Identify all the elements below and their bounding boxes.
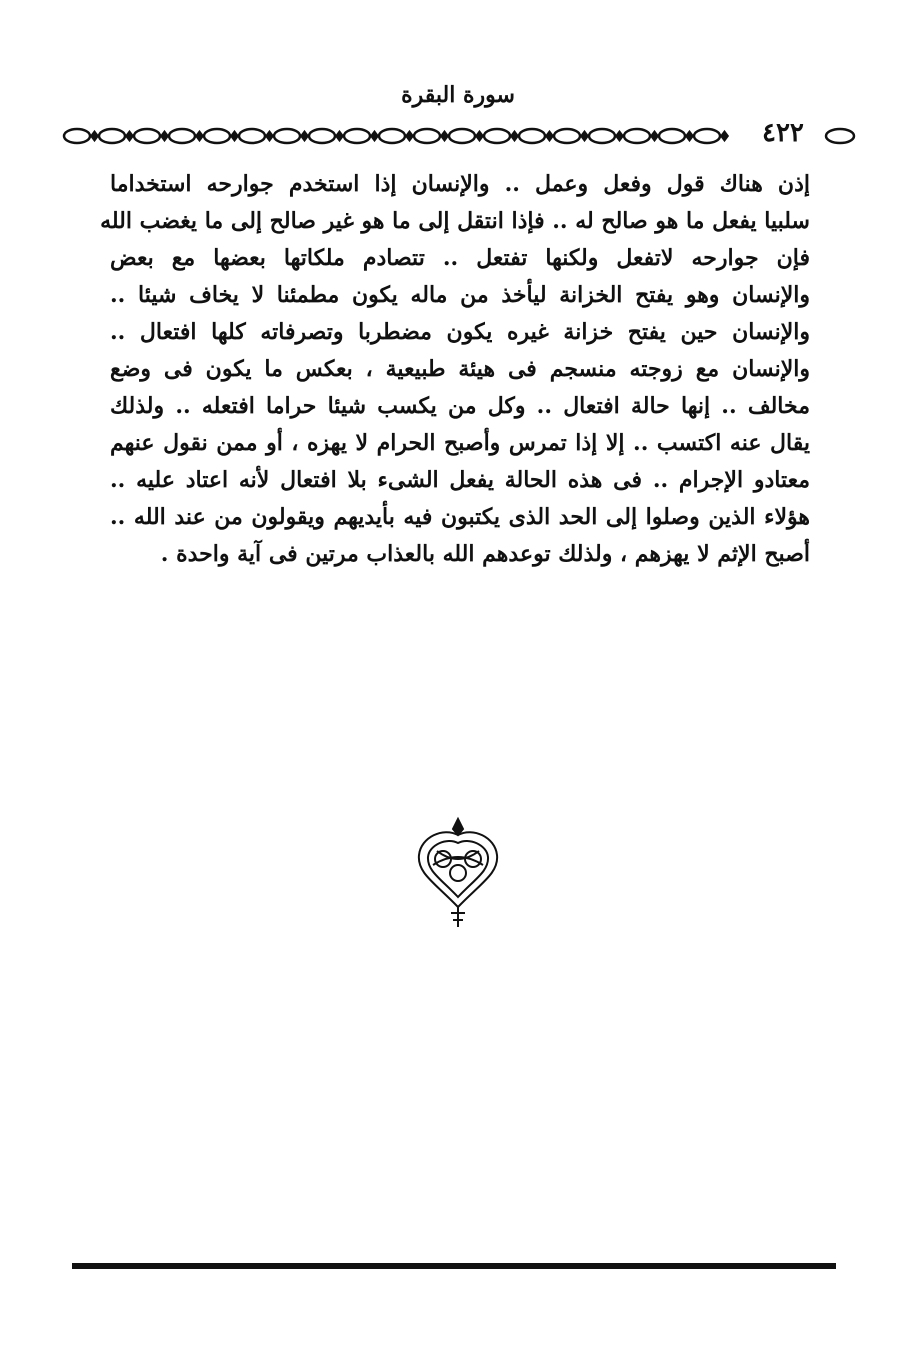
text-line-7: مخالف .. إنها حالة افتعال .. وكل من يكسب شيئا حراما افتعله .. ولذلك xyxy=(110,393,810,419)
text-line-6: والإنسان مع زوجته منسجم فى هيئة طبيعية ، بعكس ما يكون فى وضع xyxy=(110,356,810,382)
running-head-surah-title: سورة البقرة xyxy=(401,82,515,108)
end-of-chapter-ornament-icon xyxy=(413,815,503,930)
text-line-1: إذن هناك قول وفعل وعمل .. والإنسان إذا استخدم جوارحه استخداما xyxy=(110,171,810,197)
text-line-4: والإنسان وهو يفتح الخزانة ليأخذ من ماله يكون مطمئنا لا يخاف شيئا .. xyxy=(110,282,810,308)
page-number: ٤٢٢ xyxy=(762,118,804,148)
text-line-5: والإنسان حين يفتح خزانة غيره يكون مضطربا وتصرفاته كلها افتعال .. xyxy=(110,319,810,345)
text-line-11: أصبح الإثم لا يهزهم ، ولذلك توعدهم الله بالعذاب مرتين فى آية واحدة . xyxy=(160,541,810,567)
body-text xyxy=(100,166,810,573)
footer-rule xyxy=(72,1263,836,1269)
chain-border-ornament xyxy=(60,122,860,150)
text-line-9: معتادو الإجرام .. فى هذه الحالة يفعل الشىء بلا افتعال لأنه اعتاد عليه .. xyxy=(110,467,810,493)
text-line-3: فإن جوارحه لاتفعل ولكنها تفتعل .. تتصادم ملكاتها بعضها مع بعض xyxy=(110,245,810,271)
text-line-2: سلبيا يفعل ما هو صالح له .. فإذا انتقل إلى ما هو غير صالح إلى ما يغضب الله xyxy=(100,208,810,234)
text-line-8: يقال عنه اكتسب .. إلا إذا تمرس وأصبح الحرام لا يهزه ، أو ممن نقول عنهم xyxy=(110,430,810,456)
text-line-10: هؤلاء الذين وصلوا إلى الحد الذى يكتبون فيه بأيديهم ويقولون من عند الله .. xyxy=(110,504,810,530)
